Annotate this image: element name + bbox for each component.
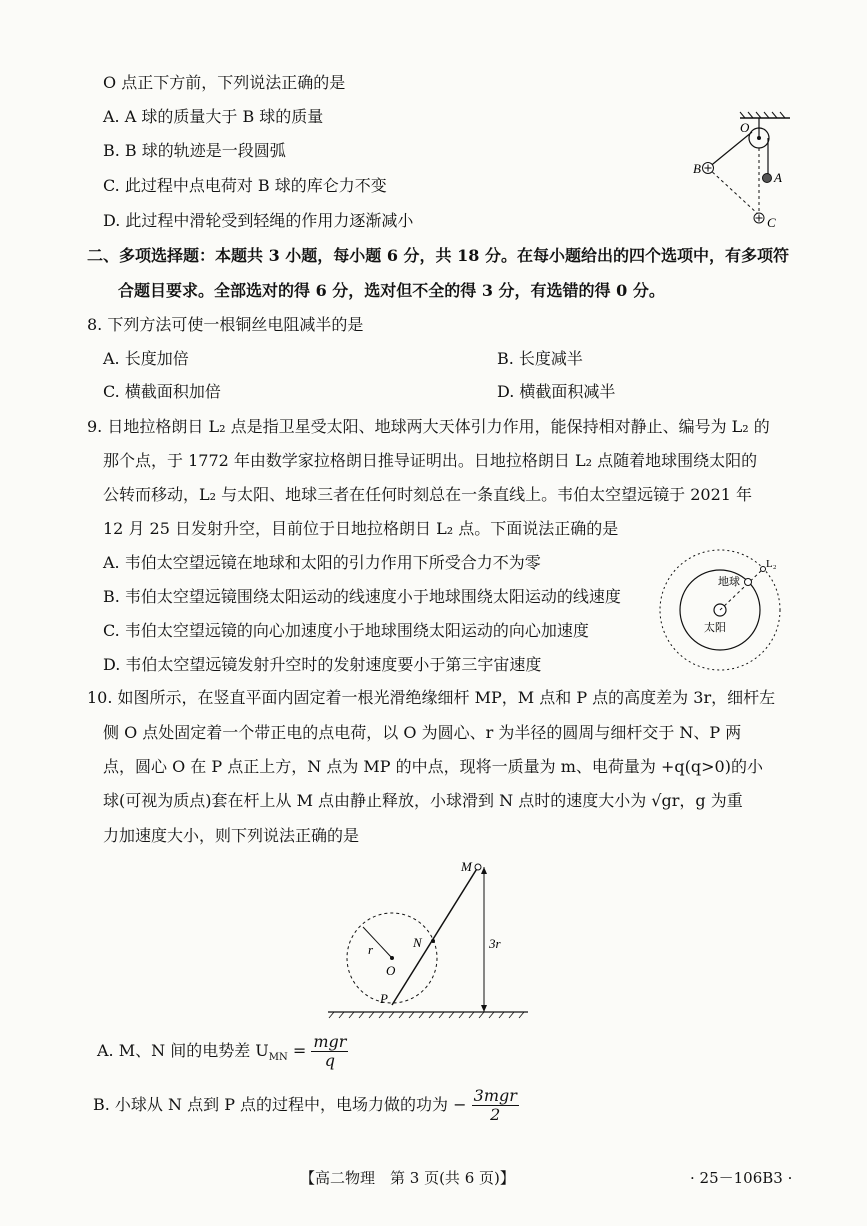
q10-label-n: N xyxy=(413,935,422,950)
q8-stem: 8. 下列方法可使一根铜丝电阻减半的是 xyxy=(87,315,364,334)
q10-option-a-denominator: q xyxy=(324,1051,336,1070)
section2-heading-line1: 二、多项选择题：本题共 3 小题，每小题 6 分，共 18 分。在每小题给出的四个选项中，有多项符 xyxy=(87,246,789,265)
q10-label-o: O xyxy=(386,963,396,978)
q10-option-b-prefix: B. 小球从 N 点到 P 点的过程中，电场力做的功为 − xyxy=(93,1095,467,1114)
q9-orbit-figure xyxy=(660,545,810,675)
q7-label-c: C xyxy=(767,215,776,230)
q7-stem-end: O 点正下方前，下列说法正确的是 xyxy=(103,73,346,92)
q10-label-r: r xyxy=(368,942,374,957)
q9-label-l2: L₂ xyxy=(766,558,777,570)
q10-option-a-prefix: A. M、N 间的电势差 U xyxy=(97,1041,269,1060)
q10-option-a-eq: = xyxy=(287,1041,307,1060)
q10-option-b xyxy=(93,1087,519,1124)
q10-option-b-fraction xyxy=(472,1087,519,1124)
q8-option-a: A. 长度加倍 xyxy=(103,349,189,368)
q7-option-a: A. A 球的质量大于 B 球的质量 xyxy=(103,107,324,126)
q10-option-a-numerator: mgr xyxy=(313,1032,347,1051)
q7-option-c: C. 此过程中点电荷对 B 球的库仑力不变 xyxy=(103,176,387,195)
q9-option-b: B. 韦伯太空望远镜围绕太阳运动的线速度小于地球围绕太阳运动的线速度 xyxy=(103,587,621,606)
q8-option-b: B. 长度减半 xyxy=(497,349,583,368)
q9-label-sun: 太阳 xyxy=(704,622,726,634)
q9-line-2: 那个点，于 1772 年由数学家拉格朗日推导证明出。日地拉格朗日 L₂ 点随着地球围绕太阳的 xyxy=(103,451,758,470)
q10-line-2: 侧 O 点处固定着一个带正电的点电荷，以 O 为圆心、r 为半径的圆周与细杆交于 N、P 两 xyxy=(103,723,742,742)
q10-option-b-denominator: 2 xyxy=(490,1105,501,1124)
q10-line-3: 点，圆心 O 在 P 点正上方，N 点为 MP 的中点，现将一质量为 m、电荷量为 +q(q>0)的小 xyxy=(103,757,763,776)
q10-figure xyxy=(320,855,540,1020)
section2-heading-line2: 合题目要求。全部选对的得 6 分，选对但不全的得 3 分，有选错的得 0 分。 xyxy=(118,281,665,300)
q10-option-a-fraction xyxy=(311,1033,348,1070)
q10-line-1: 10. 如图所示，在竖直平面内固定着一根光滑绝缘细杆 MP，M 点和 P 点的高度差为 3r，细杆左 xyxy=(87,688,776,707)
q7-option-d: D. 此过程中滑轮受到轻绳的作用力逐渐减小 xyxy=(103,211,414,230)
q9-option-c: C. 韦伯太空望远镜的向心加速度小于地球围绕太阳运动的向心加速度 xyxy=(103,621,589,640)
q10-label-m: M xyxy=(461,859,472,874)
q9-line-1: 9. 日地拉格朗日 L₂ 点是指卫星受太阳、地球两大天体引力作用，能保持相对静止、编号为 L₂ 的 xyxy=(87,417,770,436)
q8-option-d: D. 横截面积减半 xyxy=(497,382,616,401)
q9-option-a: A. 韦伯太空望远镜在地球和太阳的引力作用下所受合力不为零 xyxy=(103,553,541,572)
q7-label-o: O xyxy=(740,120,750,135)
q10-option-a xyxy=(97,1033,348,1076)
q9-line-4: 12 月 25 日发射升空，目前位于日地拉格朗日 L₂ 点。下面说法正确的是 xyxy=(103,519,619,538)
q9-line-3: 公转而移动，L₂ 与太阳、地球三者在任何时刻总在一条直线上。韦伯太空望远镜于 2021 年 xyxy=(103,485,753,504)
q10-line-5: 力加速度大小，则下列说法正确的是 xyxy=(103,826,360,845)
q10-line-4: 球(可视为质点)套在杆上从 M 点由静止释放，小球滑到 N 点时的速度大小为 √gr，g 为重 xyxy=(103,791,743,810)
q9-option-d: D. 韦伯太空望远镜发射升空时的发射速度要小于第三宇宙速度 xyxy=(103,655,542,674)
q10-option-a-sub: MN xyxy=(268,1052,288,1064)
q10-option-b-numerator: 3mgr xyxy=(473,1086,517,1105)
q7-option-b: B. B 球的轨迹是一段圆弧 xyxy=(103,141,286,160)
q7-label-a: A xyxy=(774,170,782,185)
q10-label-p: P xyxy=(380,991,388,1006)
q7-label-b: B xyxy=(693,161,701,176)
q10-label-3r: 3r xyxy=(489,936,501,951)
page-footer-code: · 25－106B3 · xyxy=(690,1169,793,1187)
page-footer-center: 【高二物理 第 3 页(共 6 页)】 xyxy=(300,1169,515,1187)
q8-option-c: C. 横截面积加倍 xyxy=(103,382,221,401)
q9-label-earth: 地球 xyxy=(718,576,740,588)
q7-figure xyxy=(690,110,800,235)
